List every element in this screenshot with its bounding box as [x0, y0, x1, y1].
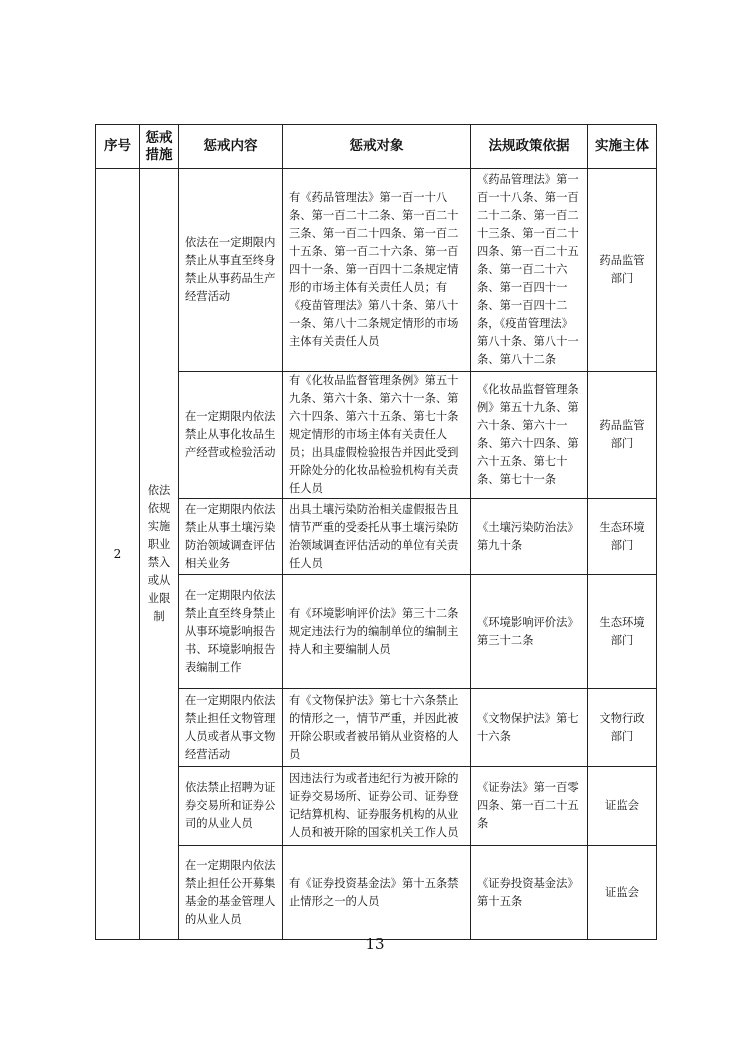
- target-cell: 有《化妆品监督管理条例》第五十九条、第六十条、第六十一条、第六十四条、第六十五条、第七十条规定情形的市场主体有关责任人员；出具虚假检验报告并因此受到开除处分的化妆品检验机构有关责任人员: [283, 372, 471, 499]
- table-row: [96, 575, 657, 689]
- penalty-measures-table: [95, 124, 657, 940]
- content-cell: 依法在一定期限内禁止从事直至终身禁止从事药品生产经营活动: [179, 169, 283, 372]
- target-cell: 因违法行为或者违纪行为被开除的证券交易场所、证券公司、证券登记结算机构、证券服务机构的从业人员和被开除的国家机关工作人员: [283, 767, 471, 846]
- target-cell: 出具土壤污染防治相关虚假报告且情节严重的受委托从事土壤污染防治领域调查评估活动的单位有关责任人员: [283, 499, 471, 575]
- table-row: [96, 767, 657, 846]
- basis-cell: 《证券投资基金法》第十五条: [471, 846, 588, 940]
- seq-cell: 2: [96, 169, 140, 940]
- header-row: [96, 125, 657, 169]
- measure-cell: 依法依规实施职业禁入或从业限制: [140, 169, 179, 940]
- body-cell: 证监会: [588, 767, 657, 846]
- basis-cell: 《化妆品监督管理条例》第五十九条、第六十条、第六十一条、第六十四条、第六十五条、第七十条、第七十一条: [471, 372, 588, 499]
- table-row: [96, 846, 657, 940]
- body-cell: 生态环境部门: [588, 575, 657, 689]
- header-seq: 序号: [96, 125, 140, 169]
- content-cell: 在一定期限内依法禁止担任公开募集基金的基金管理人的从业人员: [179, 846, 283, 940]
- basis-cell: 《环境影响评价法》第三十二条: [471, 575, 588, 689]
- content-cell: 在一定期限内依法禁止从事土壤污染防治领域调查评估相关业务: [179, 499, 283, 575]
- body-cell: 证监会: [588, 846, 657, 940]
- header-body: 实施主体: [588, 125, 657, 169]
- target-cell: 有《药品管理法》第一百一十八条、第一百二十二条、第一百二十三条、第一百二十四条、第一百二十五条、第一百二十六条、第一百四十一条、第一百四十二条规定情形的市场主体有关责任人员；有《疫苗管理法》第八十条、第八十一条、第八十二条规定情形的市场主体有关责任人员: [283, 169, 471, 372]
- content-cell: 在一定期限内依法禁止从事化妆品生产经营或检验活动: [179, 372, 283, 499]
- basis-cell: 《证券法》第一百零四条、第一百二十五条: [471, 767, 588, 846]
- target-cell: 有《环境影响评价法》第三十二条规定违法行为的编制单位的编制主持人和主要编制人员: [283, 575, 471, 689]
- header-target: 惩戒对象: [283, 125, 471, 169]
- basis-cell: 《药品管理法》第一百一十八条、第一百二十二条、第一百二十三条、第一百二十四条、第一百二十五条、第一百二十六条、第一百四十一条、第一百四十二条，《疫苗管理法》第八十条、第八十一条、第八十二条: [471, 169, 588, 372]
- body-cell: 文物行政部门: [588, 689, 657, 767]
- content-cell: 在一定期限内依法禁止直至终身禁止从事环境影响报告书、环境影响报告表编制工作: [179, 575, 283, 689]
- target-cell: 有《证券投资基金法》第十五条禁止情形之一的人员: [283, 846, 471, 940]
- table-row: [96, 169, 657, 372]
- page-number: 13: [365, 935, 385, 953]
- body-cell: 生态环境部门: [588, 499, 657, 575]
- basis-cell: 《土壤污染防治法》第九十条: [471, 499, 588, 575]
- content-cell: 在一定期限内依法禁止担任文物管理人员或者从事文物经营活动: [179, 689, 283, 767]
- table-row: [96, 689, 657, 767]
- table-row: [96, 372, 657, 499]
- basis-cell: 《文物保护法》第七十六条: [471, 689, 588, 767]
- body-cell: 药品监管部门: [588, 372, 657, 499]
- header-content: 惩戒内容: [179, 125, 283, 169]
- body-cell: 药品监管部门: [588, 169, 657, 372]
- header-measure: 惩戒措施: [140, 125, 179, 169]
- content-cell: 依法禁止招聘为证券交易所和证券公司的从业人员: [179, 767, 283, 846]
- target-cell: 有《文物保护法》第七十六条禁止的情形之一，情节严重，并因此被开除公职或者被吊销从业资格的人员: [283, 689, 471, 767]
- table-row: [96, 499, 657, 575]
- header-basis: 法规政策依据: [471, 125, 588, 169]
